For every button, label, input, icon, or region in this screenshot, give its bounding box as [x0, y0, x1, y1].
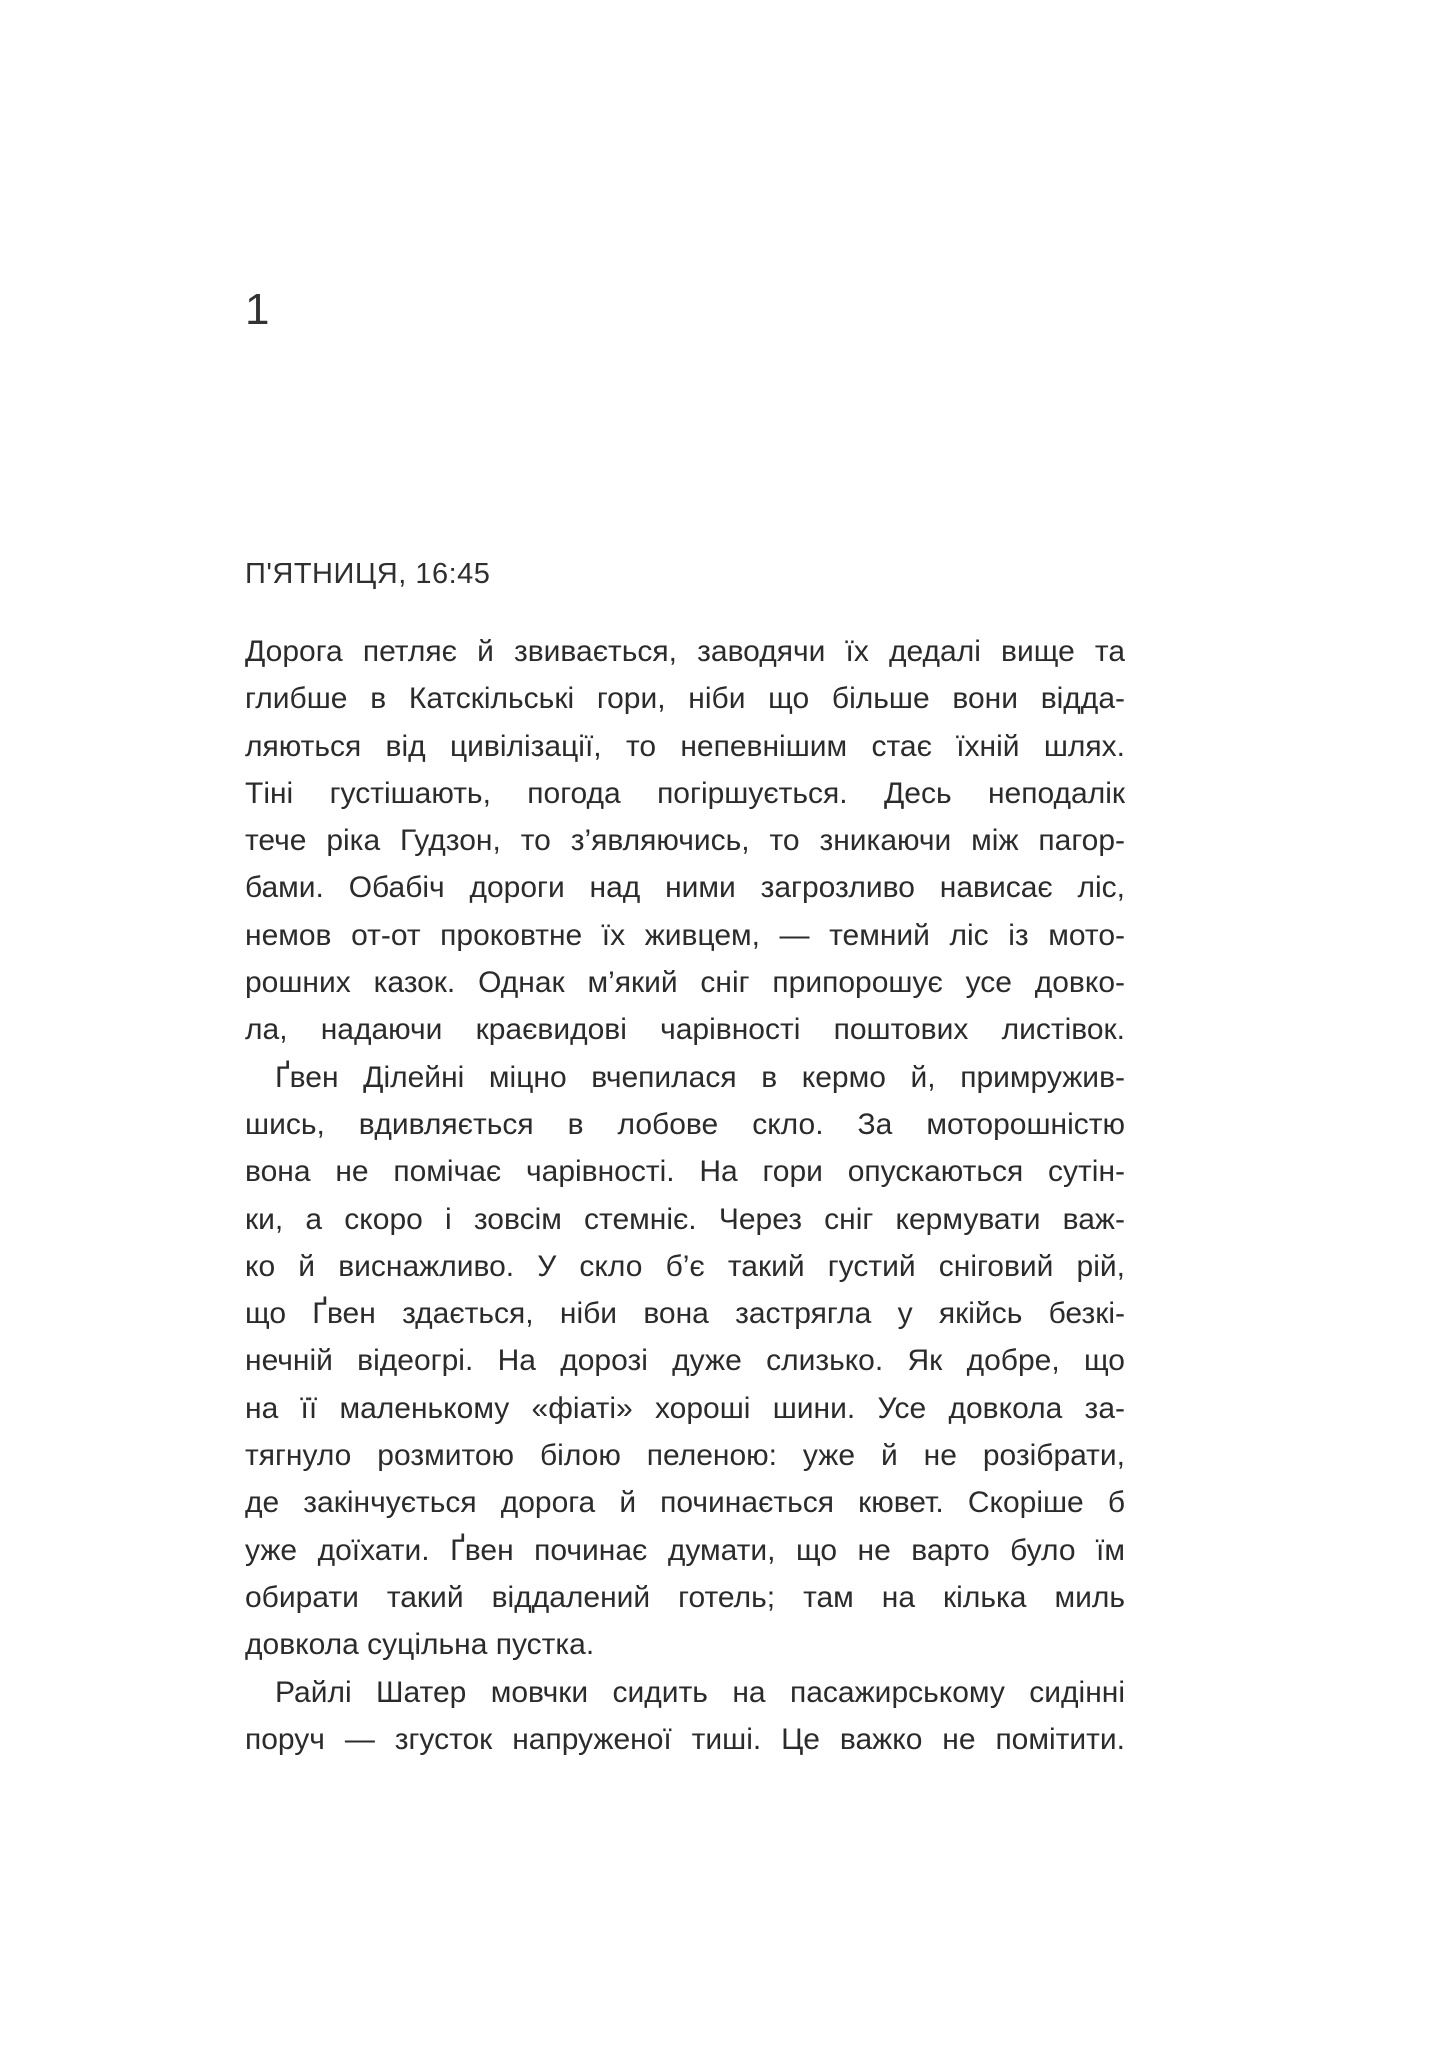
paragraph	[245, 1054, 1125, 1669]
text-line: немов от-от проковтне їх живцем, — темний ліс із мото-	[245, 918, 1125, 952]
paragraph	[245, 1669, 1125, 1764]
text-line: ла, надаючи краєвидові чарівності поштових листівок.	[245, 1013, 1125, 1047]
text-line: Дорога петляє й звивається, заводячи їх дедалі вище та	[245, 635, 1125, 668]
text-line: довкола суцільна пустка.	[245, 1628, 595, 1662]
text-line: ляються від цивілізації, то непевнішим стає їхній шлях.	[245, 729, 1125, 763]
text-line: вона не помічає чарівності. На гори опускаються сутін-	[245, 1155, 1125, 1189]
text-line: Тіні густішають, погода погіршується. Десь неподалік	[245, 776, 1125, 810]
text-line: ки, а скоро і зовсім стемніє. Через сніг кермувати важ-	[245, 1202, 1125, 1236]
text-line: глибше в Катскільські гори, ніби що більше вони відда-	[245, 682, 1125, 716]
body-text	[245, 628, 1125, 1763]
text-line: уже доїхати. Ґвен починає думати, що не варто було їм	[245, 1533, 1125, 1567]
text-line: тягнуло розмитою білою пеленою: уже й не розібрати,	[245, 1439, 1125, 1473]
text-line: нечній відеогрі. На дорозі дуже слизько. Як добре, що	[245, 1344, 1125, 1378]
text-line: ко й виснажливо. У скло б’є такий густий сніговий рій,	[245, 1249, 1125, 1283]
text-line: Райлі Шатер мовчки сидить на пасажирському сидінні	[275, 1675, 1125, 1709]
text-line: поруч — згусток напруженої тиші. Це важко не помітити.	[245, 1722, 1125, 1756]
text-line: де закінчується дорога й починається кювет. Скоріше б	[245, 1486, 1125, 1520]
section-heading: П'ЯТНИЦЯ, 16:45	[245, 558, 491, 590]
text-line: тече ріка Гудзон, то з’являючись, то зникаючи між пагор-	[245, 824, 1125, 858]
paragraph	[245, 628, 1125, 1054]
text-line: на її маленькому «фіаті» хороші шини. Усе довкола за-	[245, 1391, 1125, 1425]
text-line: Ґвен Ділейні міцно вчепилася в кермо й, примружив-	[275, 1060, 1125, 1094]
text-line: бами. Обабіч дороги над ними загрозливо нависає ліс,	[245, 871, 1125, 905]
text-line: обирати такий віддалений готель; там на кілька миль	[245, 1580, 1125, 1614]
text-line: що Ґвен здається, ніби вона застрягла у якійсь безкі-	[245, 1297, 1125, 1331]
text-line: шись, вдивляється в лобове скло. За моторошністю	[245, 1107, 1125, 1141]
chapter-number: 1	[245, 285, 270, 334]
text-line: рошних казок. Однак м’який сніг припорошує усе довко-	[245, 966, 1125, 1000]
